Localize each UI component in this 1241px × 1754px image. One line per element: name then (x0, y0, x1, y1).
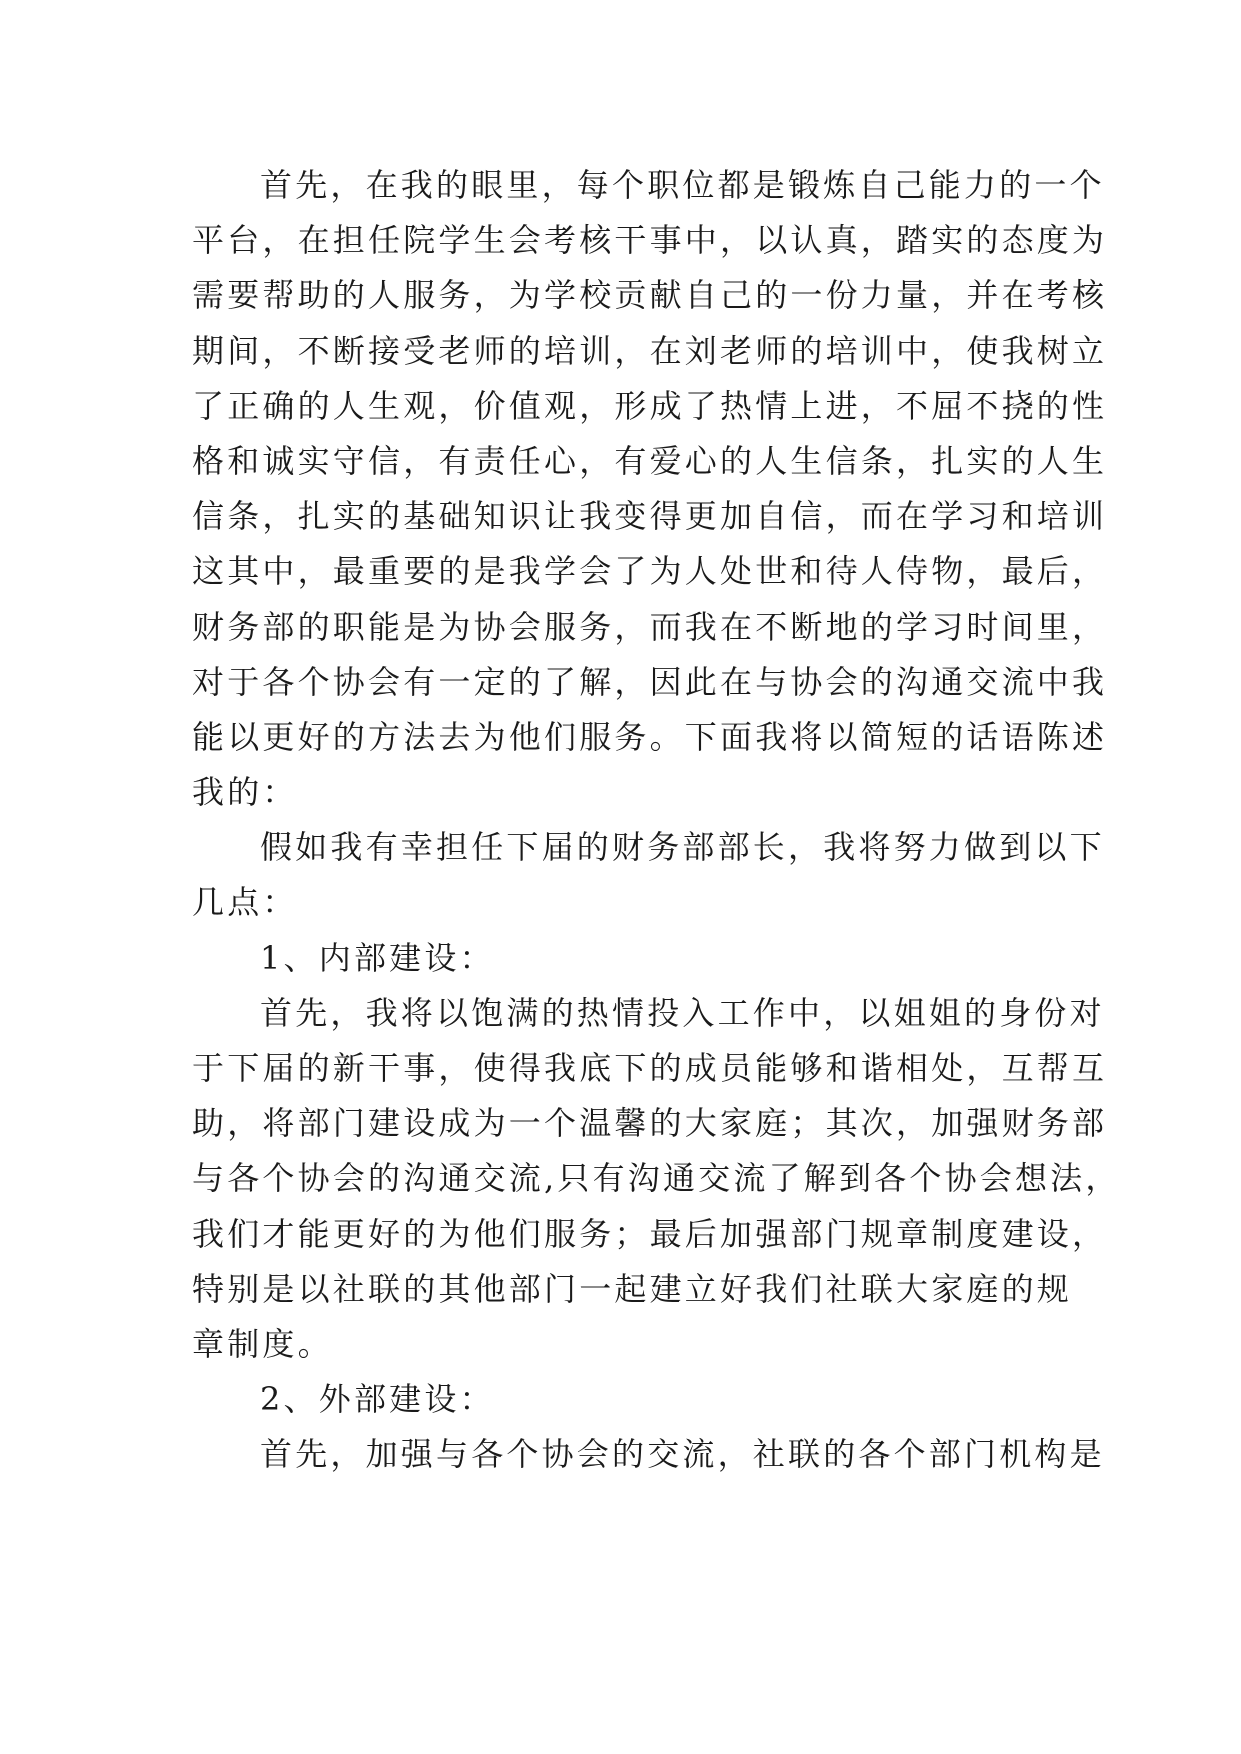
paragraph-line: 特别是以社联的其他部门一起建立好我们社联大家庭的规 (192, 1269, 1073, 1308)
paragraph-line: 首先，加强与各个协会的交流，社联的各个部门机构是 (260, 1435, 1105, 1474)
paragraph-line: 助，将部门建设成为一个温馨的大家庭；其次，加强财务部 (192, 1104, 1108, 1143)
paragraph-line: 了正确的人生观，价值观，形成了热情上进，不屈不挠的性 (192, 386, 1108, 425)
document-body (192, 158, 1121, 1483)
paragraph-line: 对于各个协会有一定的了解，因此在与协会的沟通交流中我 (192, 662, 1108, 701)
paragraph-line: 与各个协会的沟通交流,只有沟通交流了解到各个协会想法， (192, 1159, 1121, 1198)
paragraph-line: 首先，在我的眼里，每个职位都是锻炼自己能力的一个 (260, 166, 1105, 204)
paragraph-line: 我们才能更好的为他们服务；最后加强部门规章制度建设， (192, 1214, 1108, 1253)
paragraph-line: 期间，不断接受老师的培训，在刘老师的培训中，使我树立 (192, 331, 1108, 370)
paragraph-line: 平台，在担任院学生会考核干事中，以认真，踏实的态度为 (192, 221, 1108, 260)
paragraph-line: 格和诚实守信，有责任心，有爱心的人生信条，扎实的人生 (192, 441, 1108, 480)
section-heading: 1、内部建设： (260, 938, 495, 977)
paragraph-line: 我的： (192, 773, 298, 812)
paragraph-line: 首先，我将以饱满的热情投入工作中，以姐姐的身份对 (260, 993, 1105, 1032)
section-heading: 2、外部建设： (260, 1380, 495, 1419)
paragraph-line: 这其中，最重要的是我学会了为人处世和待人侍物，最后， (192, 552, 1108, 591)
paragraph-line: 需要帮助的人服务，为学校贡献自己的一份力量，并在考核 (192, 276, 1108, 315)
paragraph-line: 几点： (192, 883, 298, 922)
paragraph-line: 信条，扎实的基础知识让我变得更加自信，而在学习和培训 (192, 497, 1108, 536)
paragraph-line: 于下届的新干事，使得我底下的成员能够和谐相处，互帮互 (192, 1049, 1108, 1087)
paragraph-line: 假如我有幸担任下届的财务部部长，我将努力做到以下 (260, 828, 1105, 867)
paragraph-line: 能以更好的方法去为他们服务。下面我将以简短的话语陈述 (192, 717, 1108, 756)
paragraph-line: 章制度。 (192, 1324, 333, 1363)
paragraph-line: 财务部的职能是为协会服务，而我在不断地的学习时间里， (192, 607, 1108, 646)
